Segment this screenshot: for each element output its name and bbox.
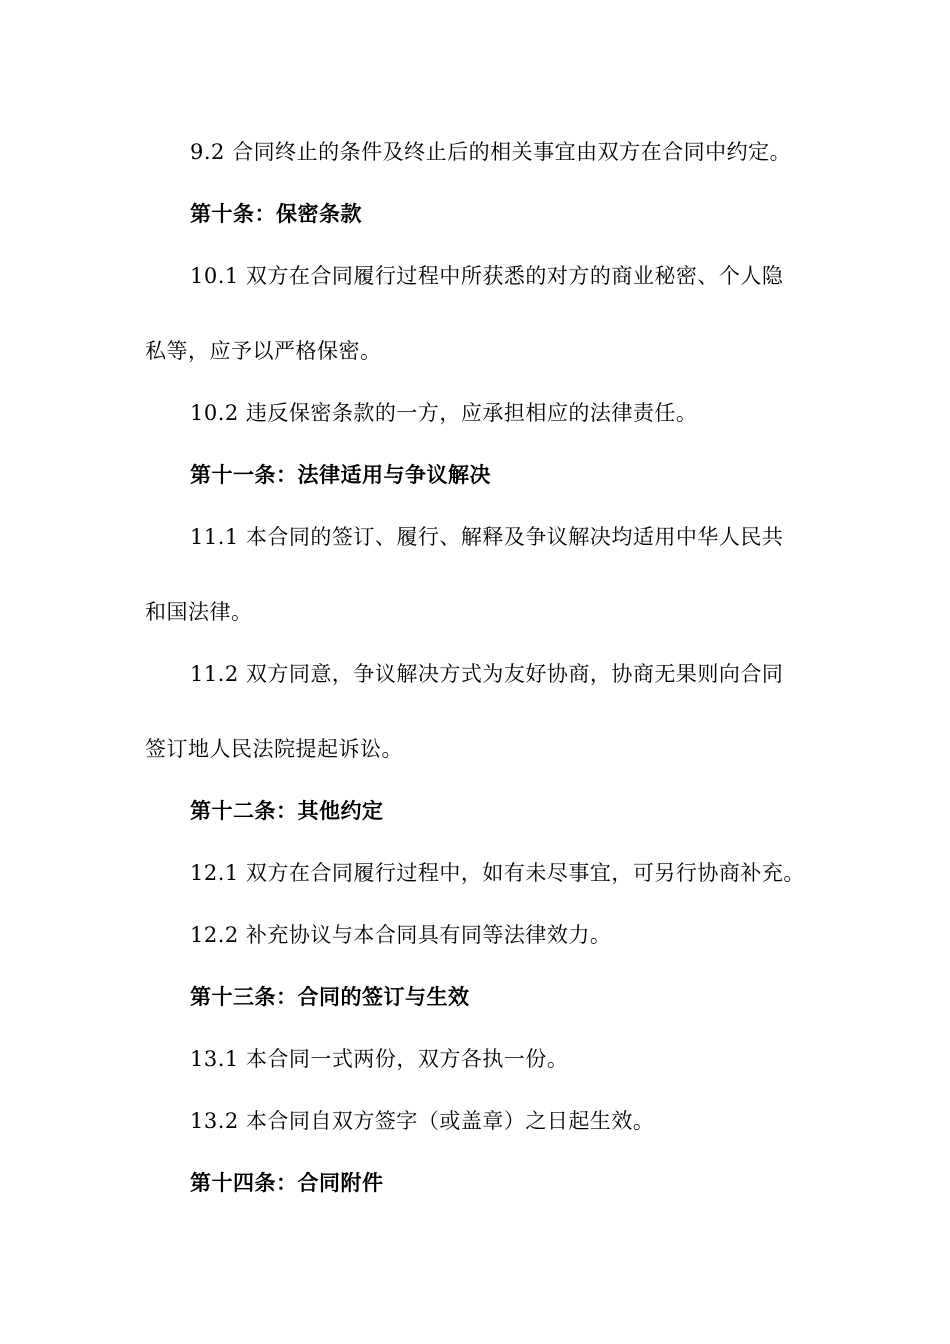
- clause-12-1: 12.1 双方在合同履行过程中，如有未尽事宜，可另行协商补充。: [190, 861, 805, 885]
- clause-11-2-line1: 11.2 双方同意，争议解决方式为友好协商，协商无果则向合同: [190, 662, 784, 686]
- clause-13-1: 13.1 本合同一式两份，双方各执一份。: [190, 1047, 569, 1071]
- clause-10-2: 10.2 违反保密条款的一方，应承担相应的法律责任。: [190, 401, 698, 425]
- heading-article-13: 第十三条：合同的签订与生效: [190, 984, 470, 1009]
- heading-article-11: 第十一条：法律适用与争议解决: [190, 462, 491, 487]
- heading-article-14: 第十四条：合同附件: [190, 1170, 384, 1195]
- clause-11-1-line1: 11.1 本合同的签订、履行、解释及争议解决均适用中华人民共: [190, 525, 784, 549]
- clause-10-1-line1: 10.1 双方在合同履行过程中所获悉的对方的商业秘密、个人隐: [190, 264, 784, 288]
- clause-11-2-line2: 签订地人民法院提起诉讼。: [145, 737, 403, 761]
- clause-9-2: 9.2 合同终止的条件及终止后的相关事宜由双方在合同中约定。: [190, 140, 792, 164]
- heading-article-10: 第十条：保密条款: [190, 201, 362, 226]
- clause-10-1-line2: 私等，应予以严格保密。: [145, 339, 382, 363]
- clause-11-1-line2: 和国法律。: [145, 600, 253, 624]
- clause-13-2: 13.2 本合同自双方签字（或盖章）之日起生效。: [190, 1109, 655, 1133]
- clause-12-2: 12.2 补充协议与本合同具有同等法律效力。: [190, 923, 612, 947]
- heading-article-12: 第十二条：其他约定: [190, 798, 384, 823]
